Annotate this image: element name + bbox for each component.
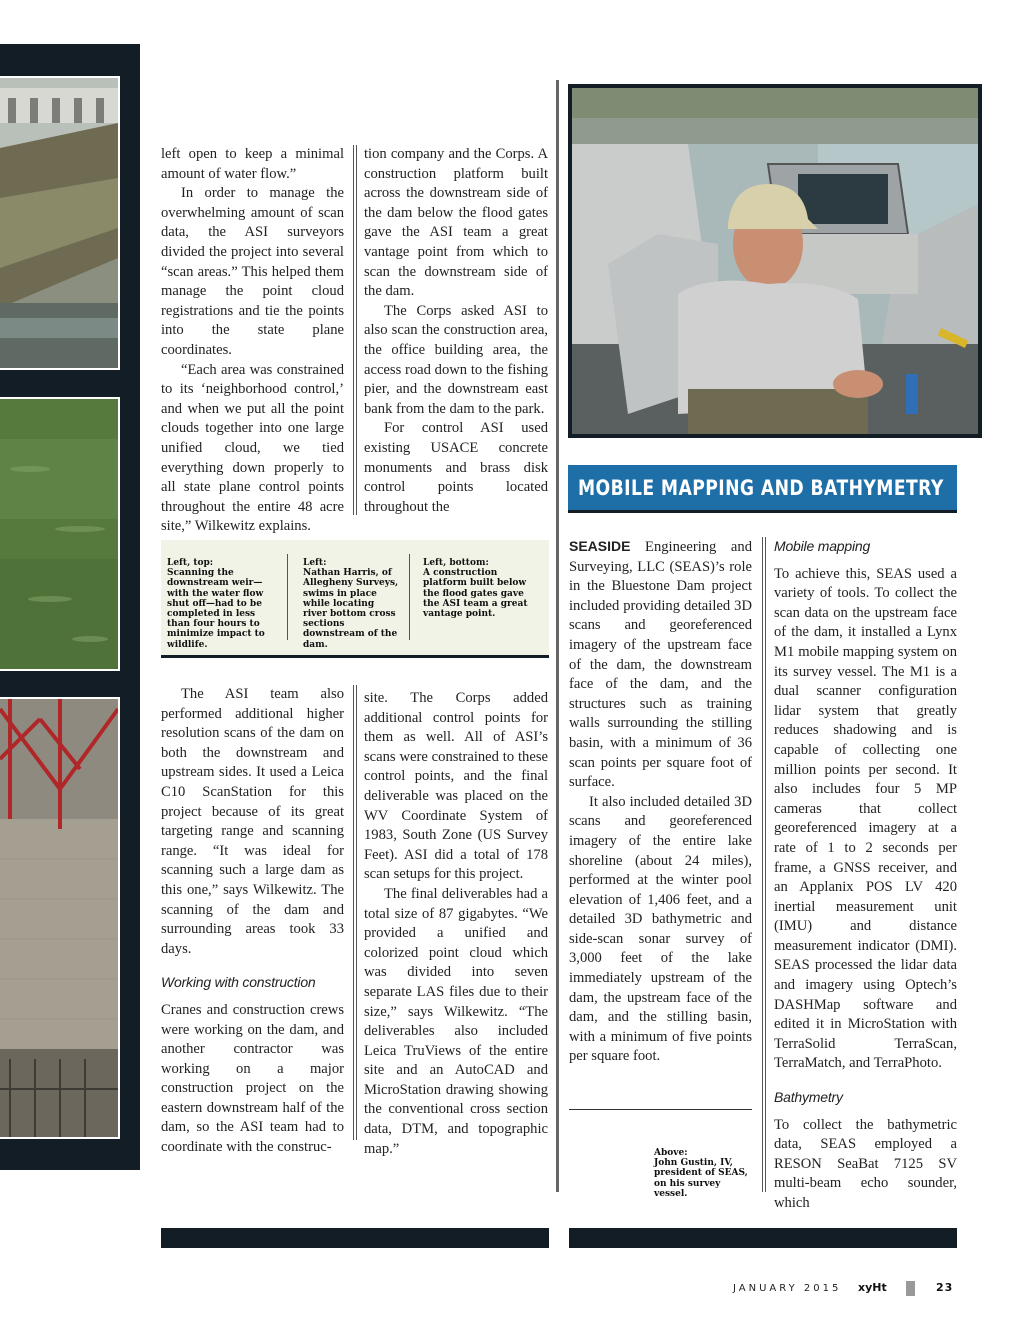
photo-downstream-weir: [0, 76, 120, 370]
column-divider: [765, 537, 766, 1192]
section-divider: [556, 80, 559, 1192]
caption-left-top: [167, 558, 275, 650]
column-divider: [762, 537, 763, 1192]
sidebar-headline: MOBILE MAPPING AND BATHYMETRY: [578, 476, 944, 500]
footer-separator: [906, 1281, 915, 1296]
col1-paragraph-2: In order to manage the overwhelming amount of scan data, the ASI surveyors divided the project into several “scan areas.” This helped them manage the point cloud registrations and tie the points into the state plane coordinates.: [161, 185, 344, 358]
col1-paragraph-3: “Each area was constrained to its ‘neighborhood control,’ and when we put all the point clouds together into one large unified cloud, we tied everything down properly to all state plane control points throughout the entire 48 acre site,” Wilkewitz explains.: [161, 361, 344, 535]
col1-paragraph-1: left open to keep a minimal amount of water flow.”: [161, 146, 344, 182]
sidebar-paragraph-1-text: Engineering and Surveying, LLC (SEAS)’s role in the Bluestone Dam project included providing detailed 3D scans and georeferenced imagery of the upstream face of the dam, the downstream face of the dam, and the structures such as training walls surrounding the stilling basin, with a minimum of 36 scan points per square foot of surface.: [569, 539, 752, 791]
caption-text: A construction platform built below the flood gates gave the ASI team a great vantage point.: [423, 568, 528, 620]
caption-divider: [409, 554, 410, 640]
bottom-bar-right: [569, 1228, 957, 1248]
photo-construction-platform: [0, 697, 120, 1139]
caption-text: Nathan Harris, of Allegheny Surveys, swims in place while locating river bottom cross sections downstream of the dam.: [303, 568, 399, 650]
footer: [700, 1281, 957, 1299]
sidebar-caption-rule: [569, 1109, 752, 1110]
sidebar-column-2: [774, 537, 957, 1214]
photo-swimming-surveyor: [0, 397, 120, 671]
sidebar-photo-caption: [654, 1148, 754, 1199]
sidebar-headline-bar: [568, 465, 957, 513]
lead-word: SEASIDE: [569, 538, 631, 554]
body-column-3: [161, 685, 344, 1158]
photo-john-gustin: [568, 84, 982, 438]
caption-box: [161, 540, 549, 658]
body-column-2: [364, 145, 548, 517]
column-divider: [353, 145, 354, 515]
col2-paragraph-1: tion company and the Corps. A construction platform built across the downstream side of the dam below the flood gates gave the ASI team a great vantage point from which to scan the downstream side of the dam.: [364, 146, 548, 300]
footer-date: JANUARY 2015: [733, 1283, 842, 1294]
bottom-bar-left: [161, 1228, 549, 1248]
subhead-working-with-construction: Working with construction: [161, 974, 316, 991]
caption-label: Left, top:: [167, 558, 214, 568]
body-column-4: [364, 689, 548, 1159]
col4-paragraph-1: site. The Corps added additional control points for them as well. All of ASI’s scans were constrained to these control points, and the final deliverable was placed on the WV Coordinate System of 1983, South Zone (US Survey Feet). ASI did a total of 178 scan setups for this project.: [364, 690, 548, 883]
footer-magazine: xyHt: [858, 1281, 887, 1294]
sidebar-paragraph-2: It also included detailed 3D scans and georeferenced imagery of the entire lake shoreline (about 24 miles), performed at the winter pool elevation of 1,406 feet, and a detailed 3D bathymetric and side-scan sonar survey of 3,000 feet of the lake immediately upstream of the dam, the upstream face of the dam, and the stilling basin, with a minimum of five points per square foot.: [569, 793, 752, 1065]
caption-label: Above:: [654, 1148, 688, 1158]
sidebar-paragraph-3: To achieve this, SEAS used a variety of tools. To collect the scan data on the upstream face of the dam, it installed a Lynx M1 mobile mapping system on its survey vessel. The M1 is a dual scanner configuration lidar system that greatly reduces shadowing and is capable of collecting one million points per second. It also includes four 5 MP cameras that collect georeferenced imagery at a rate of 1 to 2 seconds per frame, a GNSS receiver, and an Applanix POS LV 420 inertial measurement unit (IMU) and distance measurement indicator (DMI). SEAS processed the lidar data and imagery using Optech’s DASHMap software and edited it in MicroStation with TerraSolid TerraScan, TerraMatch, and TerraPhoto.: [774, 565, 957, 1072]
caption-text: Scanning the downstream weir—with the water flow shut off—had to be completed in less than four hours to minimize impact to wildlife.: [167, 568, 265, 650]
column-divider: [353, 685, 354, 1140]
sidebar-column-1: [569, 537, 752, 1067]
body-column-1: [161, 145, 344, 537]
col3-paragraph-2: Cranes and construction crews were working on the dam, and another contractor was working on a major construction project on the eastern downstream half of the dam, so the ASI team had to coordinate with the construc-: [161, 1001, 344, 1156]
caption-label: Left:: [303, 558, 327, 568]
caption-label: Left, bottom:: [423, 558, 489, 568]
col2-paragraph-2: The Corps asked ASI to also scan the construction area, the office building area, the access road down to the fishing pier, and the downstream east bank from the dam to the park.: [364, 302, 548, 417]
footer-page-number: 23: [936, 1281, 954, 1294]
column-divider: [356, 685, 357, 1140]
caption-left: [303, 558, 401, 650]
col2-paragraph-3: For control ASI used existing USACE concrete monuments and brass disk control points located throughout the: [364, 420, 548, 515]
col3-paragraph-1: The ASI team also performed additional higher resolution scans of the dam on both the downstream and upstream sides. It used a Leica C10 ScanStation for this project because of its great targeting range and scanning range. “It was ideal for scanning such a large dam as this one,” says Wilkewitz. The scanning of the dam and surrounding areas took 33 days.: [161, 686, 344, 957]
column-divider: [356, 145, 357, 515]
sidebar-paragraph-4: To collect the bathymetric data, SEAS employed a RESON SeaBat 7125 SV multi-beam echo sounder, which: [774, 1116, 957, 1211]
subhead-mobile-mapping: Mobile mapping: [774, 538, 871, 554]
sidebar-paragraph-1: [569, 537, 752, 793]
caption-text: John Gustin, IV, president of SEAS, on his survey vessel.: [654, 1158, 748, 1199]
caption-divider: [287, 554, 288, 640]
caption-left-bottom: [423, 558, 531, 619]
col4-paragraph-2: The final deliverables had a total size of 87 gigabytes. “We provided a unified and colorized point cloud which was divided into seven separate LAS files due to their size,” says Wilkewitz. “The deliverables also included Leica TruViews of the entire site and an AutoCAD and MicroStation drawing showing the conventional cross section data, DTM, and topographic map.”: [364, 885, 548, 1157]
subhead-bathymetry: Bathymetry: [774, 1089, 843, 1106]
